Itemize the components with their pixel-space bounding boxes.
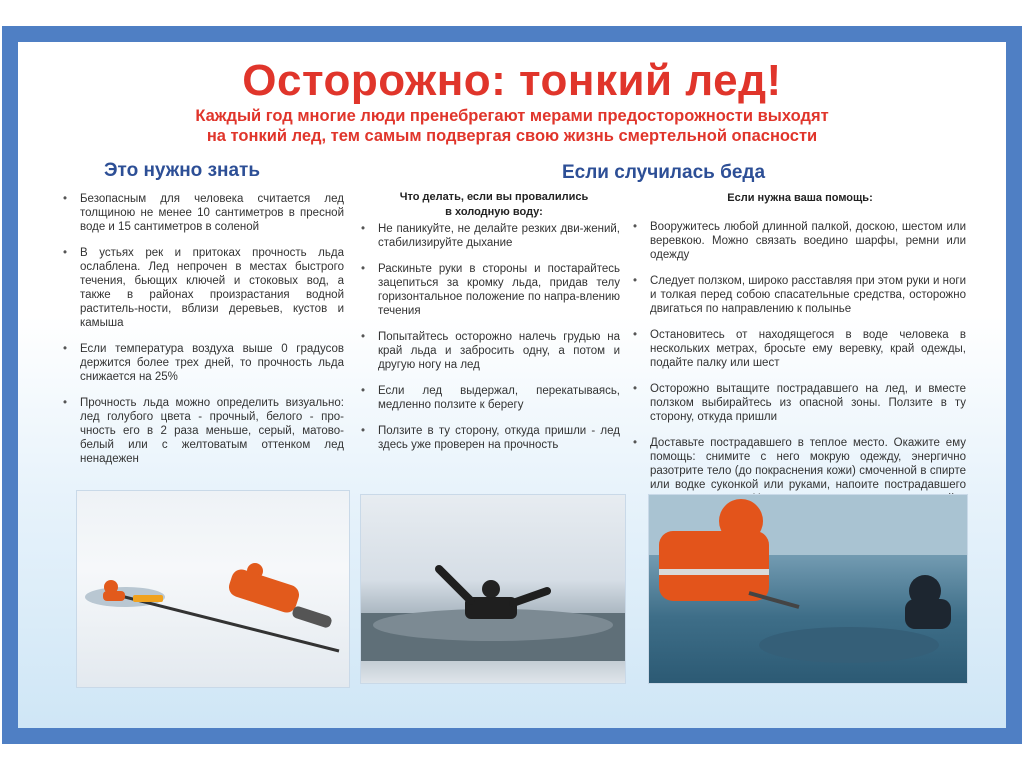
poster-subtitle — [0, 106, 1024, 146]
photo-rescuer-in-water-illustration — [649, 495, 967, 683]
list-item: • Если лед выдержал, перекатываясь, медленно ползите к берегу — [360, 384, 620, 412]
list-item: • Вооружитесь любой длинной палкой, доскою, шестом или веревкою. Можно связать воедино шарфы, ремни или одежду — [632, 220, 966, 262]
poster-title: Осторожно: тонкий лед! — [242, 56, 782, 105]
subheading-fell-through-line-2: в холодную воду: — [445, 206, 543, 218]
list-item: • Прочность льда можно определить визуально: лед голубого цвета - прочный, белого - про-чность его в 2 раза меньше, серый, матово-белый или с желтоватым оттенком лед ненадежен — [62, 396, 344, 466]
photo-rescuer-in-water — [648, 494, 968, 684]
list-item: • Ползите в ту сторону, откуда пришли - лед здесь уже проверен на прочность — [360, 424, 620, 452]
subheading-help-needed: Если нужна ваша помощь: — [727, 192, 873, 204]
list-item: • Если температура воздуха выше 0 градусов держится более трех дней, то прочность льда снижается на 25% — [62, 342, 344, 384]
photo-rescue-with-pole-illustration — [77, 491, 349, 687]
fell-through-list — [360, 222, 620, 464]
list-item: • Следует ползком, широко расставляя при этом руки и ноги и толкая перед собою спасательные средства, осторожно двигаться по направлению к полынье — [632, 274, 966, 316]
section-heading-know: Это нужно знать — [104, 160, 261, 181]
photo-fallen-through-ice-illustration — [361, 495, 625, 683]
subheading-fell-through — [366, 190, 622, 220]
know-list — [62, 192, 344, 478]
list-item: • В устьях рек и притоках прочность льда ослаблена. Лед непрочен в местах быстрого течения, бьющих ключей и стоковых вод, а также в районах произрастания водной раститель-ности, вблизи деревьев, кустов и камыша — [62, 246, 344, 330]
list-item: • Попытайтесь осторожно налечь грудью на край льда и забросить одну, а потом и другую ногу на лед — [360, 330, 620, 372]
subheading-fell-through-line-1: Что делать, если вы провалились — [399, 191, 589, 203]
list-item: • Не паникуйте, не делайте резких дви-жений, стабилизируйте дыхание — [360, 222, 620, 250]
list-item: • Безопасным для человека считается лед толщиною не менее 10 сантиметров в пресной воде и 15 сантиметров в соленой — [62, 192, 344, 234]
photo-fallen-through-ice — [360, 494, 626, 684]
list-item: • Доставьте пострадавшего в теплое место. Окажите ему помощь: снимите с него мокрую одежду, энергично разотрите тело (до покраснения кожи) смоченной в спирте или водке суконкой или руками, напоите пострадавшего — [632, 436, 966, 534]
subtitle-line-2: на тонкий лед, тем самым подвергая свою жизнь смертельной опасности — [206, 127, 818, 145]
subtitle-line-1: Каждый год многие люди пренебрегают мерами предосторожности выходят — [195, 107, 829, 125]
photo-rescue-with-pole — [76, 490, 350, 688]
list-item: • Остановитесь от находящегося в воде человека в нескольких метрах, бросьте ему веревку, край одежды, подайте палку или шест — [632, 328, 966, 370]
list-item: • Осторожно вытащите пострадавшего на лед, и вместе ползком выбирайтесь из опасной зоны. Ползите в ту сторону, откуда пришли — [632, 382, 966, 424]
list-item: • Раскиньте руки в стороны и постарайтесь зацепиться за кромку льда, придав телу горизонтальное положение по напра-влению течения — [360, 262, 620, 318]
section-heading-trouble: Если случилась беда — [562, 162, 766, 183]
